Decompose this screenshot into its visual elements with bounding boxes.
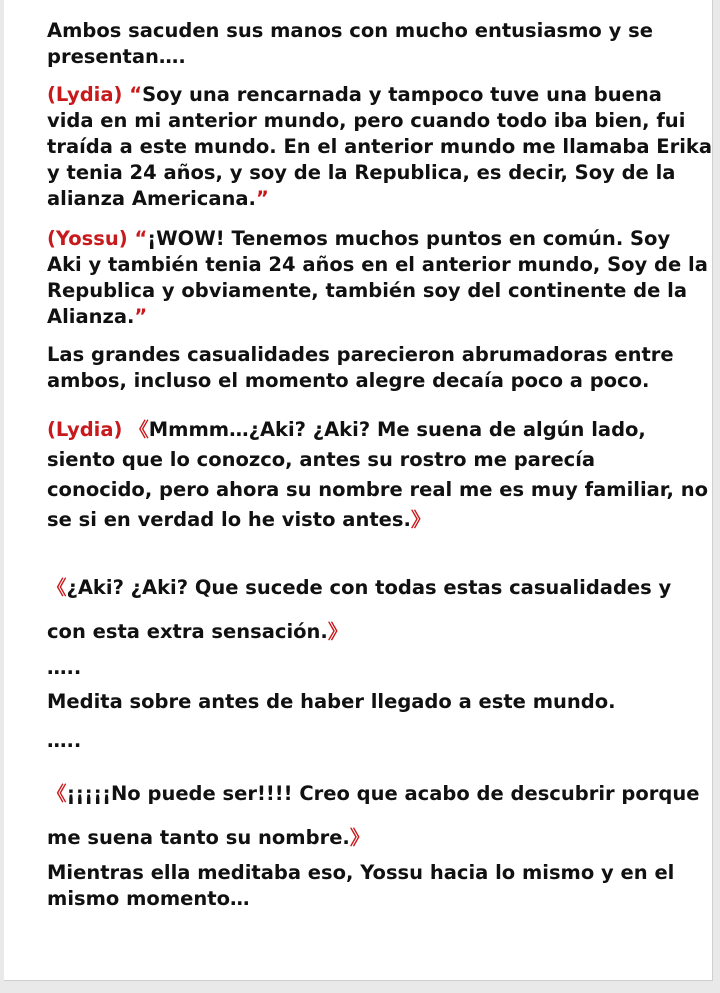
text-line: y tenia 24 años, y soy de la Republica, es decir, Soy de la (47, 161, 676, 184)
narration-paragraph (47, 18, 687, 70)
text-line: Las grandes casualidades parecieron abrumadoras entre (47, 343, 674, 366)
text-line: ¿Aki? ¿Aki? Que sucede con todas estas casualidades y (66, 576, 672, 599)
text-line: Aki y también tenia 24 años en el anterior mundo, Soy de la (47, 253, 708, 276)
ellipsis-text: ….. (47, 656, 82, 679)
text-line: Mientras ella meditaba eso, Yossu hacia lo mismo y en el (47, 861, 675, 884)
close-quote: ” (255, 187, 269, 210)
text-line: con esta extra sensación. (47, 620, 328, 643)
text-line: Ambos sacuden sus manos con mucho entusiasmo y se (47, 19, 653, 42)
thought-paragraph-lydia (47, 415, 709, 535)
speaker-label: (Yossu) (47, 227, 128, 250)
document-page (4, 0, 713, 981)
speaker-label: (Lydia) (47, 83, 123, 106)
text-line: Republica y obviamente, también soy del continente de la (47, 279, 687, 302)
open-quote: “ (134, 227, 148, 250)
text-line: conocido, pero ahora su nombre real me es muy familiar, no (47, 478, 709, 501)
text-line: vida en mi anterior mundo, pero cuando todo iba bien, fui (47, 109, 686, 132)
open-bracket: 《 (47, 576, 67, 599)
text-line: ambos, incluso el momento alegre decaía poco a poco. (47, 369, 650, 392)
text-line: presentan…. (47, 45, 186, 68)
text-line: siento que lo conozco, antes su rostro me parecía (47, 448, 596, 471)
close-bracket: 》 (327, 620, 348, 643)
text-line: alianza Americana. (47, 187, 256, 210)
speaker-label: (Lydia) (47, 418, 123, 441)
open-quote: “ (129, 83, 143, 106)
text-line: ¡WOW! Tenemos muchos puntos en común. Soy (147, 227, 671, 250)
text-line: se si en verdad lo he visto antes. (47, 508, 411, 531)
ellipsis-text: ….. (47, 729, 82, 752)
text-line: Mmmm…¿Aki? ¿Aki? Me suena de algún lado, (148, 418, 646, 441)
thought-paragraph (47, 772, 700, 860)
open-bracket: 《 (129, 418, 149, 441)
open-bracket: 《 (47, 782, 67, 805)
narration-paragraph (47, 689, 687, 715)
dialogue-paragraph-yossu (47, 226, 708, 330)
text-line: mismo momento… (47, 887, 250, 910)
close-bracket: 》 (349, 826, 370, 849)
text-line: ¡¡¡¡¡No puede ser!!!! Creo que acabo de descubrir porque (66, 782, 700, 805)
text-line: traída a este mundo. En el anterior mundo me llamaba Erika (47, 135, 713, 158)
thought-paragraph (47, 566, 687, 654)
text-line: Soy una rencarnada y tampoco tuve una buena (142, 83, 662, 106)
narration-paragraph (47, 342, 687, 394)
dialogue-paragraph-lydia (47, 82, 713, 212)
ellipsis-line (47, 655, 687, 681)
close-quote: ” (134, 305, 148, 328)
narration-paragraph (47, 860, 687, 912)
ellipsis-line (47, 728, 687, 754)
close-bracket: 》 (410, 508, 431, 531)
text-line: Alianza. (47, 305, 135, 328)
text-line: Medita sobre antes de haber llegado a este mundo. (47, 690, 616, 713)
text-line: me suena tanto su nombre. (47, 826, 350, 849)
